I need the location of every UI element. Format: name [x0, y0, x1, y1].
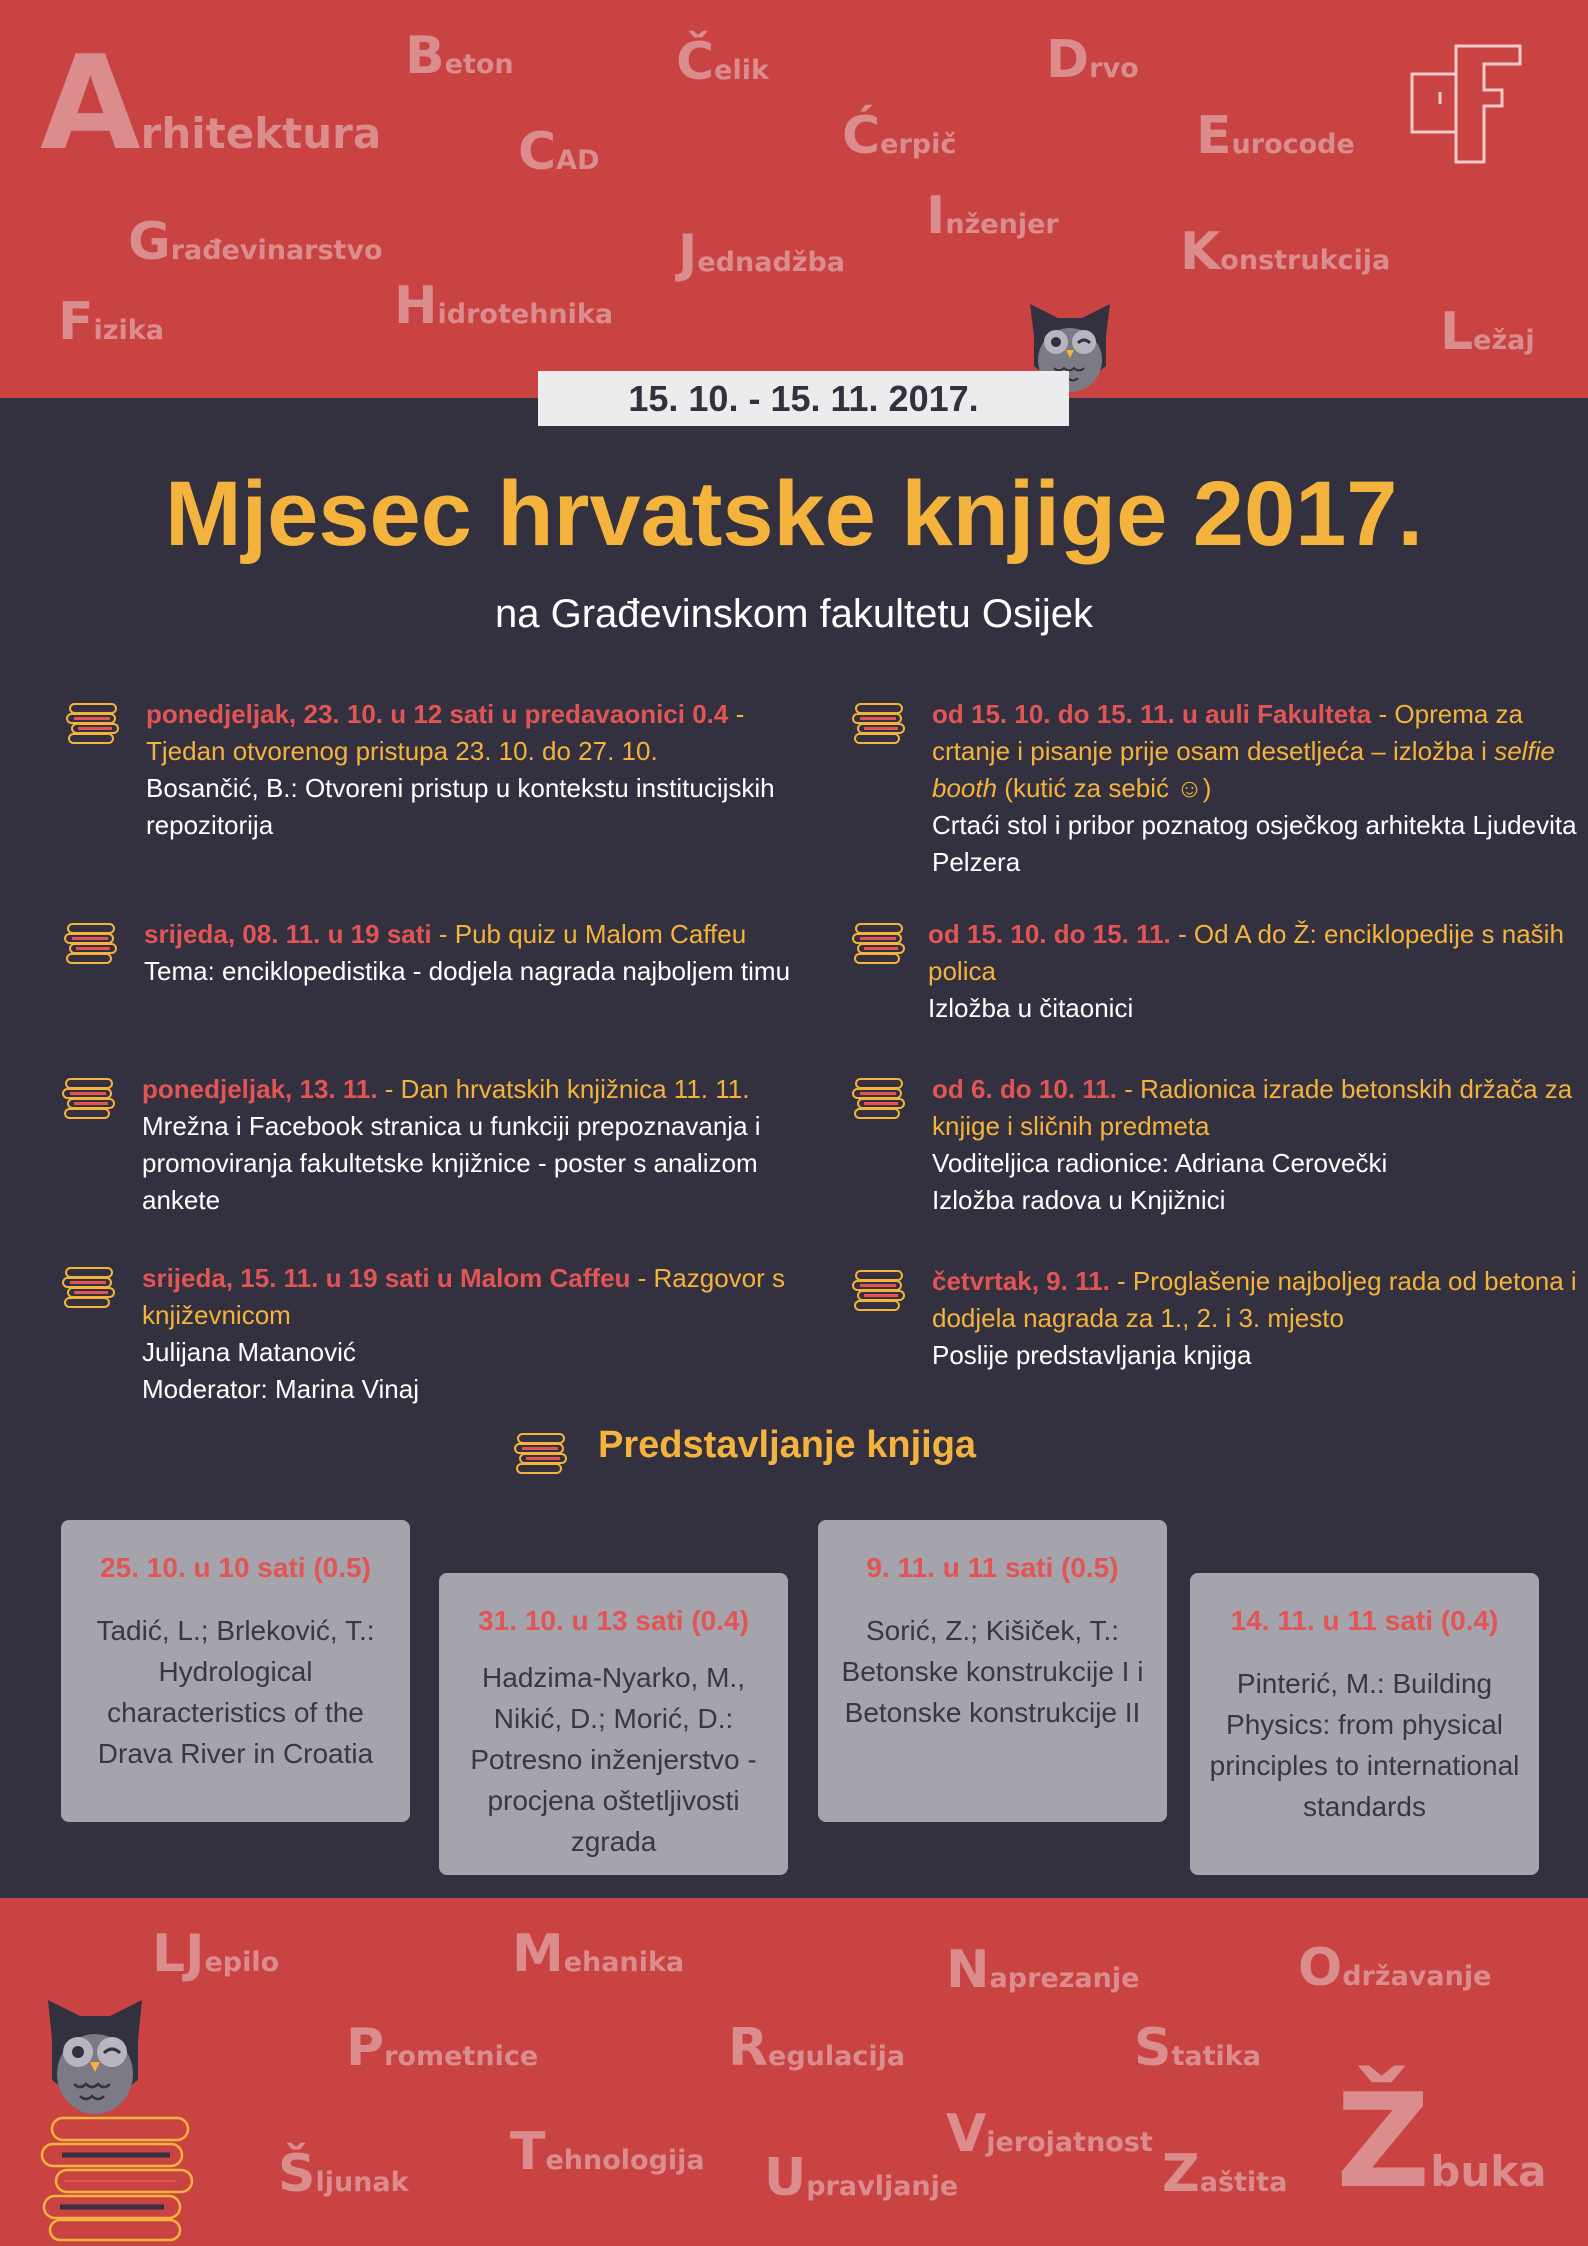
event-title: - Proglašenje najboljeg rada od betona i dodjela nagrada za 1., 2. i 3. mjesto: [932, 1266, 1577, 1333]
book-stack-icon: [66, 702, 122, 746]
word-eurocode: Eurocode: [1196, 106, 1355, 166]
word-regulacija: Regulacija: [728, 2018, 906, 2078]
date-range: 15. 10. - 15. 11. 2017.: [628, 377, 979, 419]
event-date: četvrtak, 9. 11.: [932, 1266, 1110, 1296]
book-description: Tadić, L.; Brleković, T.: Hydrological characteristics of the Drava River in Croatia: [96, 1615, 375, 1769]
book-card-3: [818, 1520, 1167, 1822]
event-text: [144, 916, 804, 990]
book-stack-icon: [852, 702, 908, 746]
event-title-end: (kutić za sebić ☺): [997, 773, 1212, 803]
event-title: - Razgovor s književnicom: [142, 1263, 786, 1330]
event-detail: Moderator: Marina Vinaj: [142, 1374, 419, 1404]
event-title: - Pub quiz u Malom Caffeu: [431, 919, 747, 949]
word-ljepilo: LJepilo: [152, 1924, 280, 1984]
book-stack-icon: [852, 1077, 908, 1121]
book-stack-icon: [514, 1432, 570, 1476]
book-date: 14. 11. u 11 sati (0.4): [1230, 1605, 1499, 1636]
word-celik: Čelik: [676, 32, 769, 92]
word-tehnologija: Tehnologija: [510, 2122, 705, 2182]
event-detail: Izložba u čitaonici: [928, 993, 1134, 1023]
word-fizika: Fizika: [58, 292, 164, 352]
word-jednadzba: Jednadžba: [678, 224, 846, 284]
event-text: [142, 1260, 802, 1408]
word-gradevinarstvo: Građevinarstvo: [128, 212, 383, 272]
event-date: ponedjeljak, 13. 11.: [142, 1074, 378, 1104]
top-band: [0, 0, 1588, 398]
event-date: srijeda, 08. 11. u 19 sati: [144, 919, 432, 949]
book-card-4: [1190, 1573, 1539, 1875]
event-detail: Mrežna i Facebook stranica u funkciji prepoznavanja i promoviranja fakultetske knjižnice - poster s analizom ankete: [142, 1111, 761, 1215]
book-description: Sorić, Z.; Kišiček, T.: Betonske konstrukcije I i Betonske konstrukcije II: [841, 1615, 1144, 1728]
book-description: Hadzima-Nyarko, M., Nikić, D.; Morić, D.: Potresno inženjerstvo - procjena oštetljivosti zgrada: [470, 1662, 757, 1857]
owl-on-books-icon: [36, 1996, 200, 2242]
word-zastita: Zaštita: [1162, 2144, 1288, 2204]
book-stack-icon: [64, 922, 120, 966]
event-text: [146, 696, 806, 844]
event-date: ponedjeljak, 23. 10. u 12 sati u predavaonici 0.4: [146, 699, 729, 729]
event-text: [928, 916, 1588, 1027]
book-card-2: [439, 1573, 788, 1875]
book-stack-icon: [62, 1266, 118, 1310]
word-inzenjer: Inženjer: [926, 186, 1059, 246]
book-stack-icon: [852, 922, 908, 966]
word-sljunak: Šljunak: [278, 2144, 409, 2204]
event-date: od 15. 10. do 15. 11.: [928, 919, 1171, 949]
word-prometnice: Prometnice: [346, 2018, 539, 2078]
word-konstrukcija: Konstrukcija: [1180, 222, 1391, 282]
event-detail: Crtaći stol i pribor poznatog osječkog arhitekta Ljudevita Pelzera: [932, 810, 1577, 877]
event-title-italic: selfie booth: [932, 736, 1555, 803]
event-title: - Od A do Ž: enciklopedije s naših polica: [928, 919, 1564, 986]
book-stack-icon: [852, 1269, 908, 1313]
event-date: od 15. 10. do 15. 11. u auli Fakulteta: [932, 699, 1372, 729]
faculty-logo-icon: [1410, 44, 1525, 164]
word-odrzavanje: Održavanje: [1298, 1938, 1492, 1998]
event-detail: Voditeljica radionice: Adriana Cerovečki: [932, 1148, 1388, 1178]
book-card-1: [61, 1520, 410, 1822]
word-hidrotehnika: Hidrotehnika: [394, 276, 614, 336]
word-mehanika: Mehanika: [512, 1924, 685, 1984]
event-text: [142, 1071, 802, 1219]
event-detail: Izložba radova u Knjižnici: [932, 1185, 1226, 1215]
event-title: - Oprema za crtanje i pisanje prije osam desetljeća – izložba i: [932, 699, 1523, 766]
word-lezaj: Ležaj: [1440, 302, 1535, 362]
word-arhitektura: Arhitektura: [40, 27, 382, 179]
bottom-band: [0, 1898, 1588, 2246]
books-section-title: Predstavljanje knjiga: [598, 1424, 977, 1466]
book-date: 25. 10. u 10 sati (0.5): [100, 1552, 371, 1583]
book-stack-icon: [62, 1077, 118, 1121]
word-zbuka: Žbuka: [1336, 2065, 1547, 2217]
event-date: od 6. do 10. 11.: [932, 1074, 1117, 1104]
event-title: - Radionica izrade betonskih držača za knjige i sličnih predmeta: [932, 1074, 1573, 1141]
event-detail: Julijana Matanović: [142, 1337, 356, 1367]
word-statika: Statika: [1134, 2018, 1261, 2078]
word-cad: CAD: [518, 122, 600, 182]
word-drvo: Drvo: [1046, 30, 1139, 90]
book-description: Pinterić, M.: Building Physics: from physical principles to international standards: [1209, 1668, 1520, 1822]
page-title: Mjesec hrvatske knjige 2017.: [164, 463, 1424, 565]
event-title: - Tjedan otvorenog pristupa 23. 10. do 27. 10.: [146, 699, 745, 766]
word-cerpic: Ćerpič: [842, 106, 957, 166]
date-range-box: [538, 371, 1069, 426]
event-date: srijeda, 15. 11. u 19 sati u Malom Caffeu: [142, 1263, 631, 1293]
book-date: 31. 10. u 13 sati (0.4): [478, 1605, 749, 1636]
event-text: [932, 1263, 1588, 1374]
event-detail: Poslije predstavljanja knjiga: [932, 1340, 1252, 1370]
event-text: [932, 1071, 1588, 1219]
book-date: 9. 11. u 11 sati (0.5): [866, 1552, 1119, 1583]
event-text: [932, 696, 1588, 881]
word-upravljanje: Upravljanje: [764, 2148, 959, 2208]
word-beton: Beton: [405, 26, 514, 86]
word-naprezanje: Naprezanje: [946, 1940, 1140, 2000]
event-detail: Tema: enciklopedistika - dodjela nagrada najboljem timu: [144, 956, 791, 986]
word-vjerojatnost: Vjerojatnost: [946, 2104, 1153, 2164]
page-subtitle: na Građevinskom fakultetu Osijek: [494, 592, 1094, 636]
event-detail: Bosančić, B.: Otvoreni pristup u kontekstu institucijskih repozitorija: [146, 773, 775, 840]
event-title: - Dan hrvatskih knjižnica 11. 11.: [377, 1074, 750, 1104]
